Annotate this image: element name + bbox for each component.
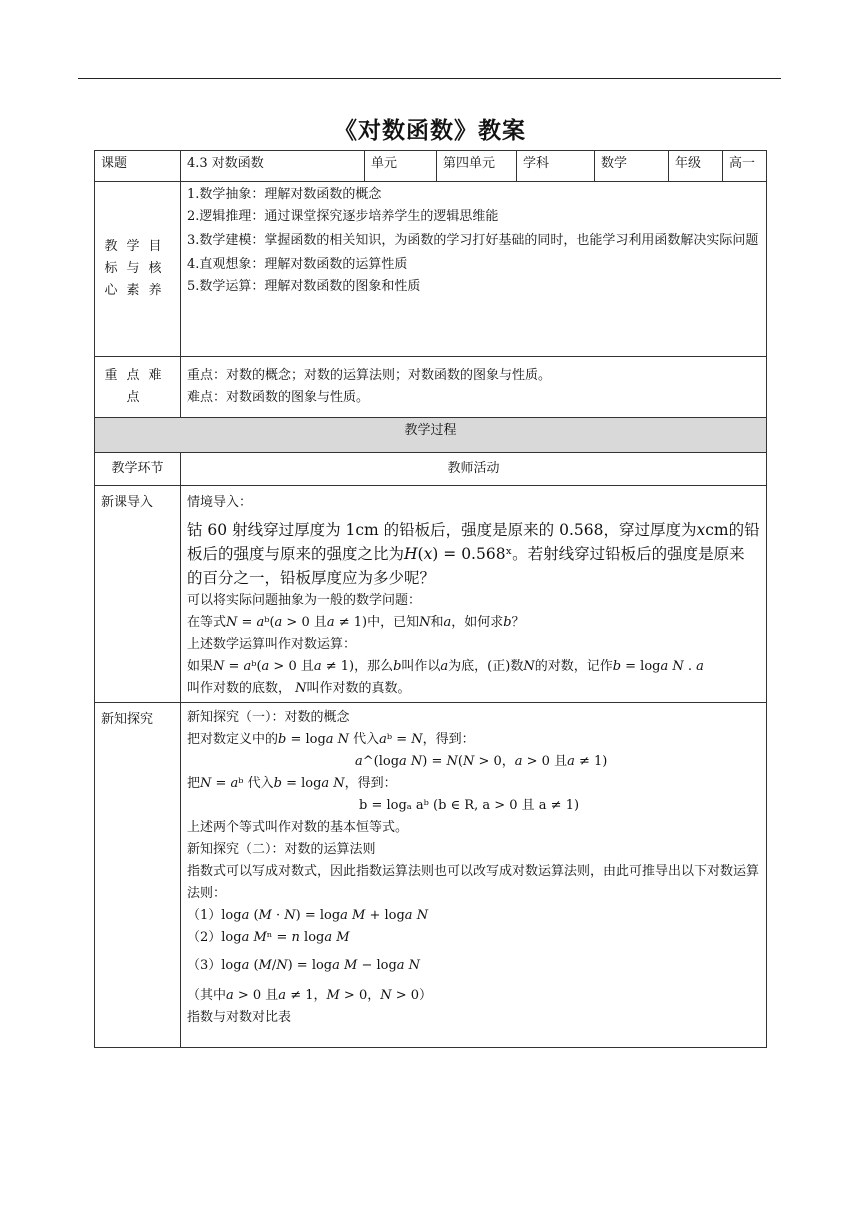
explore-line: 把对数定义中的𝑏 = log𝑎 𝑁 代入𝑎ᵇ = 𝑁，得到：: [187, 732, 475, 747]
process-band: [95, 418, 767, 453]
stage-column-header: 教学环节: [95, 453, 181, 486]
log-rule: （2）log𝑎 𝑀ⁿ = 𝑛 log𝑎 𝑀: [187, 930, 350, 945]
intro-content: [181, 486, 767, 703]
lesson-plan-table: [94, 150, 767, 1048]
objective-item: 4.直观想象：理解对数函数的运算性质: [187, 257, 408, 272]
intro-line: 叫作对数的底数， 𝑁叫作对数的真数。: [187, 681, 411, 696]
explore-line: 指数式可以写成对数式，因此指数运算法则也可以改写成对数运算法则，由此可推导出以下对数运算法则：: [187, 864, 760, 901]
rule-condition: （其中𝑎 > 0 且𝑎 ≠ 1，𝑀 > 0，𝑁 > 0）: [187, 988, 433, 1003]
grade-value: 高一: [723, 151, 767, 182]
key-points-row: [95, 357, 767, 418]
explore-line: 上述两个等式叫作对数的基本恒等式。: [187, 820, 409, 835]
topic-value: 4.3 对数函数: [181, 151, 365, 182]
explore-content: [181, 703, 767, 1048]
identity-formula: 𝑎^(log𝑎 𝑁) = 𝑁(𝑁 > 0，𝑎 > 0 且𝑎 ≠ 1): [355, 754, 608, 769]
intro-line: 在等式𝑁 = 𝑎ᵇ(𝑎 > 0 且𝑎 ≠ 1)中，已知𝑁和𝑎，如何求𝑏？: [187, 615, 525, 630]
intro-problem: 钴 60 射线穿过厚度为 1cm 的铅板后，强度是原来的 0.568，穿过厚度为𝑥cm的铅板后的强度与原来的强度之比为𝐻(𝑥) = 0.568ˣ。若射线穿过铅板后的强度是原来的百分之一，铅板厚度应为多少呢？: [187, 521, 760, 587]
intro-line: 上述数学运算叫作对数运算：: [187, 637, 357, 652]
objective-item: 5.数学运算：理解对数函数的图象和性质: [187, 279, 421, 294]
objective-item: 2.逻辑推理：通过课堂探究逐步培养学生的逻辑思维能: [187, 209, 499, 224]
objectives-label: 教学目标与核心素养: [95, 182, 181, 357]
intro-heading: 情境导入：: [187, 495, 253, 510]
subject-label: 学科: [517, 151, 595, 182]
activity-column-header: 教师活动: [181, 453, 767, 486]
intro-row: [95, 486, 767, 703]
explore-row: [95, 703, 767, 1048]
header-rule: [78, 78, 781, 79]
grade-label: 年级: [669, 151, 723, 182]
info-row: [95, 151, 767, 182]
unit-value: 第四单元: [437, 151, 517, 182]
objective-item: 1.数学抽象：理解对数函数的概念: [187, 187, 382, 202]
difficult-point: 难点：对数函数的图象与性质。: [187, 390, 370, 405]
process-band-label: 教学过程: [95, 418, 767, 453]
subject-value: 数学: [595, 151, 669, 182]
log-rule: （3）log𝑎 (𝑀/𝑁) = log𝑎 𝑀 − log𝑎 𝑁: [187, 958, 421, 973]
key-points-label: 重点难点: [95, 357, 181, 418]
objective-item: 3.数学建模：掌握函数的相关知识，为函数的学习打好基础的同时，也能学习利用函数解决实际问题: [187, 233, 759, 248]
unit-label: 单元: [365, 151, 437, 182]
explore-line: 把𝑁 = 𝑎ᵇ 代入𝑏 = log𝑎 𝑁，得到：: [187, 776, 397, 791]
objectives-content: [181, 182, 767, 357]
document-title: 《对数函数》教案: [334, 118, 526, 144]
key-points-content: [181, 357, 767, 418]
explore-part1-title: 新知探究（一）：对数的概念: [187, 710, 350, 725]
important-point: 重点：对数的概念；对数的运算法则；对数函数的图象与性质。: [187, 368, 552, 383]
process-header-row: [95, 453, 767, 486]
objectives-row: [95, 182, 767, 357]
intro-line: 如果𝑁 = 𝑎ᵇ(𝑎 > 0 且𝑎 ≠ 1)，那么𝑏叫作以𝑎为底，(正)数𝑁的对数，记作𝑏 = log𝑎 𝑁 . 𝑎: [187, 659, 704, 674]
topic-label: 课题: [95, 151, 181, 182]
explore-stage: 新知探究: [95, 703, 181, 1048]
identity-formula: b = logₐ aᵇ (b ∈ R, a > 0 且 a ≠ 1): [359, 798, 580, 813]
explore-part2-title: 新知探究（二）：对数的运算法则: [187, 842, 376, 857]
intro-stage: 新课导入: [95, 486, 181, 703]
intro-line: 可以将实际问题抽象为一般的数学问题：: [187, 593, 422, 608]
log-rule: （1）log𝑎 (𝑀 · 𝑁) = log𝑎 𝑀 + log𝑎 𝑁: [187, 908, 429, 923]
comparison-table-note: 指数与对数对比表: [187, 1010, 292, 1025]
